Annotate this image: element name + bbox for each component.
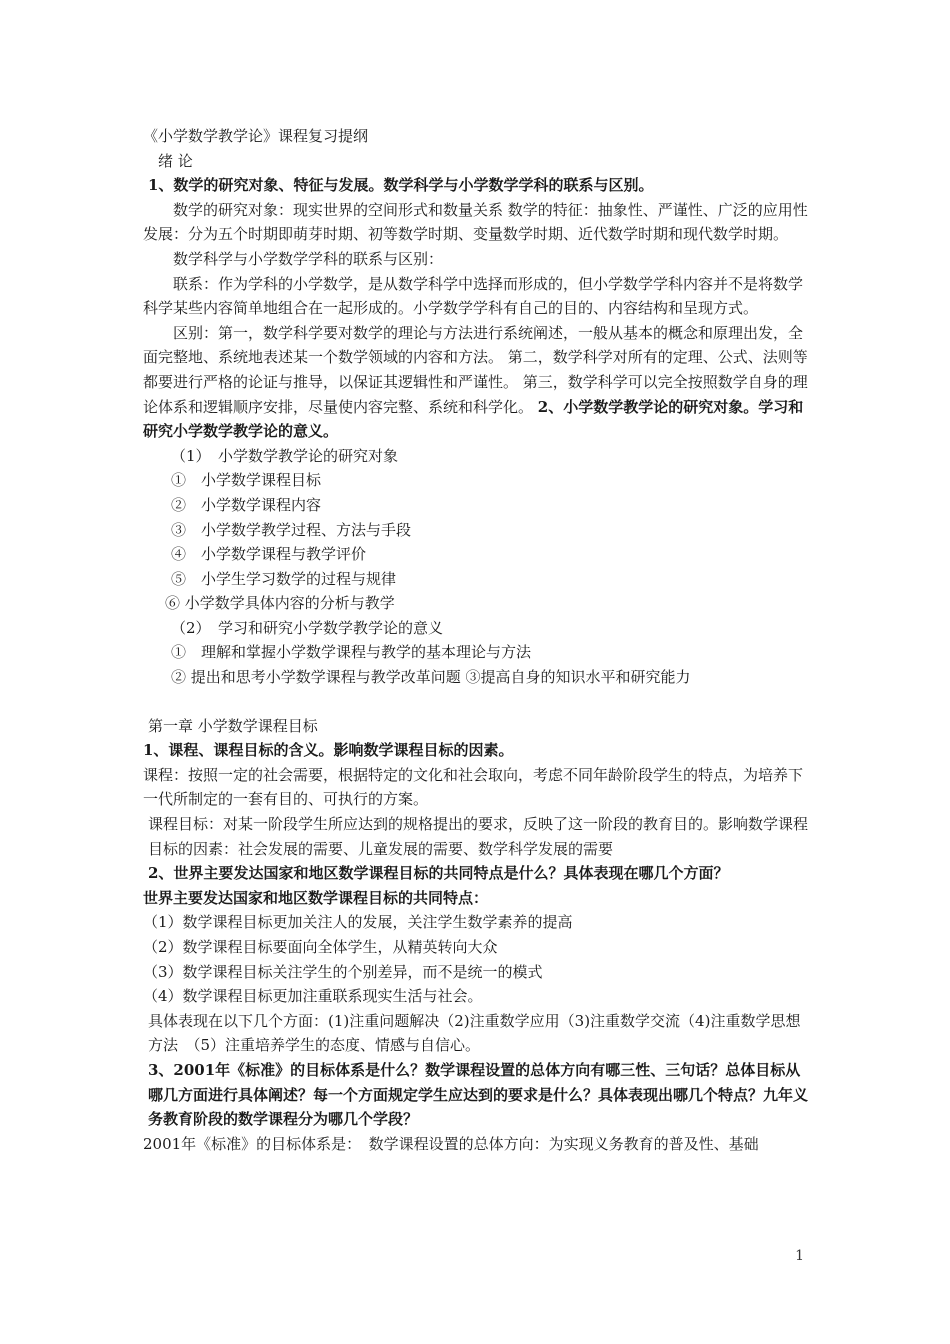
- section-spacer: [143, 690, 811, 714]
- list-item: ⑤ 小学生学习数学的过程与规律: [171, 569, 397, 588]
- q1-paragraph-2: 数学科学与小学数学学科的联系与区别：: [173, 249, 444, 268]
- q2-heading: 2、小学数学教学论的研究对象。学习和研究小学数学教学论的意义。: [143, 397, 804, 441]
- page-number: 1: [795, 1248, 804, 1264]
- ch1-q1-paragraph-1: 课程：按照一定的社会需要，根据特定的文化和社会取向，考虑不同年龄阶段学生的特点，为培养下一代所制定的一套有目的、可执行的方案。: [143, 765, 804, 809]
- q1-paragraph-1: 数学的研究对象：现实世界的空间形式和数量关系 数学的特征：抽象性、严谨性、广泛的应用性发展：分为五个时期即萌芽时期、初等数学时期、变量数学时期、近代数学时期和现代数学时期。: [143, 200, 808, 244]
- list-item: （3）数学课程目标关注学生的个别差异，而不是统一的模式: [143, 962, 543, 981]
- list-item: ① 理解和掌握小学数学课程与教学的基本理论与方法: [171, 643, 532, 662]
- list-item: ② 小学数学课程内容: [171, 495, 322, 514]
- q1-paragraph-3: 联系：作为学科的小学数学，是从数学科学中选择而形成的，但小学数学学科内容并不是将数学科学某些内容简单地组合在一起形成的。小学数学学科有自己的目的、内容结构和呈现方式。: [143, 274, 804, 318]
- q2-subheading-1: （1） 小学数学教学论的研究对象: [171, 446, 399, 465]
- document-body: [143, 124, 811, 1156]
- list-item: ⑥ 小学数学具体内容的分析与教学: [165, 594, 395, 613]
- ch1-q1-heading: 1、课程、课程目标的含义。影响数学课程目标的因素。: [143, 741, 514, 760]
- list-item: （4）数学课程目标更加注重联系现实生活与社会。: [143, 987, 483, 1006]
- list-item: ③ 小学数学教学过程、方法与手段: [171, 520, 412, 539]
- q2-subheading-2: （2） 学习和研究小学数学教学论的意义: [171, 618, 444, 637]
- q1-paragraph-4: [143, 321, 811, 444]
- q1-heading: 1、数学的研究对象、特征与发展。数学科学与小学数学学科的联系与区别。: [148, 176, 654, 195]
- intro-heading: 绪 论: [158, 151, 193, 170]
- ch1-q2-heading: 2、世界主要发达国家和地区数学课程目标的共同特点是什么？具体表现在哪几个方面？: [148, 864, 729, 883]
- q1-paragraph-4-text: 区别：第一，数学科学要对数学的理论与方法进行系统阐述，一般从基本的概念和原理出发，全面完整地、系统地表述某一个数学领域的内容和方法。 第二，数学科学对所有的定理、公式、法则等都要进行严格的论证与推导，以保证其逻辑性和严谨性。 第三，数学科学可以完全按照数学自身的理论体系和逻辑顺序安排，尽量使内容完整、系统和科学化。: [143, 323, 808, 416]
- list-item: ② 提出和思考小学数学课程与教学改革问题 ③提高自身的知识水平和研究能力: [171, 668, 691, 687]
- document-title: 《小学数学教学论》课程复习提纲: [143, 127, 369, 145]
- ch1-q2-subheading: 世界主要发达国家和地区数学课程目标的共同特点：: [143, 888, 489, 907]
- ch1-q3-paragraph: 2001年《标准》的目标体系是： 数学课程设置的总体方向：为实现义务教育的普及性、基础: [143, 1134, 759, 1153]
- list-item: （2）数学课程目标要面向全体学生，从精英转向大众: [143, 938, 498, 956]
- list-item: ④ 小学数学课程与教学评价: [171, 545, 367, 564]
- list-item: （1）数学课程目标更加关注人的发展，关注学生数学素养的提高: [143, 913, 573, 932]
- list-item: ① 小学数学课程目标: [171, 471, 322, 490]
- ch1-q3-heading: 3、2001年《标准》的目标体系是什么？数学课程设置的总体方向有哪三性、三句话？总体目标从哪几方面进行具体阐述？每一个方面规定学生应达到的要求是什么？具体表现出哪几个特点？九年义务教育阶段的数学课程分为哪几个学段？: [148, 1060, 809, 1129]
- ch1-q2-paragraph: 具体表现在以下几个方面：(1)注重问题解决（2)注重数学应用（3)注重数学交流（4)注重数学思想方法 （5）注重培养学生的态度、情感与自信心。: [148, 1011, 801, 1055]
- chapter-1-heading: 第一章 小学数学课程目标: [148, 716, 318, 735]
- ch1-q1-paragraph-2: 课程目标：对某一阶段学生所应达到的规格提出的要求，反映了这一阶段的教育目的。影响数学课程目标的因素：社会发展的需要、儿童发展的需要、数学科学发展的需要: [148, 815, 809, 858]
